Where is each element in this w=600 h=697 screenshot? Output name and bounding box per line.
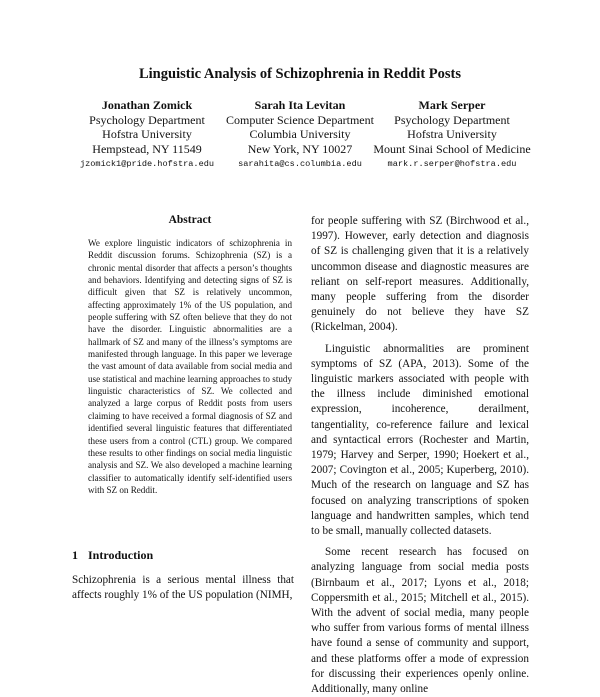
- section-number: 1: [72, 548, 78, 562]
- abstract-text: We explore linguistic indicators of schizophrenia in Reddit discussion forums. Schizophrenia (SZ) is a chronic mental disorder that affects a person’s thoughts and behaviors. Identifying and detecting signs of SZ is difficult given that SZ is relatively uncommon, affecting approximately 1% of the US population, and people suffering with SZ often believe that they do not have the disorder. Linguistic abnormalities are a hallmark of SZ and many of the illness’s symptoms are manifested through language. In this paper we leverage the vast amount of data available from social media and use statistical and machine learning approaches to study linguistic characteristics of SZ. We collected and analyzed a large corpus of Reddit posts from users claiming to have received a formal diagnosis of SZ and identified several linguistic features that differentiated these users from a control (CTL) group. We compared these results to other findings on social media linguistic analysis and SZ. We also developed a machine learning classifier to automatically identify self-identified users with SZ on Reddit.: [88, 238, 292, 495]
- body-paragraph: for people suffering with SZ (Birchwood et al., 1997). However, early detection and diagnosis of SZ is challenging given that it is a relatively uncommon disease and diagnostic measures are reliant on self-report measures. Additionally, many people suffering from the disorder genuinely do not believe they have SZ (Rickelman, 2004).: [311, 215, 529, 334]
- introduction-section: [72, 548, 294, 603]
- right-column: [311, 214, 529, 697]
- body-paragraph: Some recent research has focused on analyzing language from social media posts (Birnbaum et al., 2017; Lyons et al., 2018; Coppersmith et al., 2015; Mitchell et al., 2015). With the advent of social media, many people who suffer from various forms of mental illness have found a sense of community and support, and these platforms offer a mode of expression for discussing their experiences openly online. Additionally, many online: [311, 546, 529, 696]
- abstract-heading: Abstract: [168, 214, 212, 226]
- author-location: Mount Sinai School of Medicine: [373, 141, 531, 156]
- author-location: New York, NY 10027: [247, 141, 353, 156]
- author-name: Jonathan Zomick: [101, 98, 193, 112]
- intro-paragraph: Schizophrenia is a serious mental illness that affects roughly 1% of the US population (NIMH,: [72, 574, 294, 602]
- author-block: [0, 98, 600, 178]
- author-email: jzomick1@pride.hofstra.edu: [79, 159, 215, 170]
- author-email: sarahita@cs.columbia.edu: [238, 159, 362, 170]
- section-title: Introduction: [88, 548, 154, 562]
- author-name: Mark Serper: [418, 98, 486, 112]
- author-location: Hempstead, NY 11549: [92, 141, 202, 156]
- author-organization: Columbia University: [249, 127, 351, 142]
- author-organization: Hofstra University: [102, 127, 192, 142]
- author-department: Psychology Department: [394, 112, 510, 127]
- body-paragraph: Linguistic abnormalities are prominent symptoms of SZ (APA, 2013). Some of the linguistic markers associated with people with the illness include diminished emotional expression, incoherence, derailment, tangentiality, co-reference failure and lexical and syntactical errors (Rochester and Martin, 1979; Harvey and Serper, 1990; Hoekert et al., 2007; Covington et al., 2005; Kuperberg, 2010). Much of the research on language and SZ has focused on analyzing transcriptions of spoken language and handwritten samples, which tend to be small, manually collected datasets.: [311, 342, 529, 538]
- section-heading: [72, 548, 294, 563]
- paper-title: Linguistic Analysis of Schizophrenia in Reddit Posts: [138, 66, 462, 82]
- author-email: mark.r.serper@hofstra.edu: [387, 159, 517, 170]
- left-column: [88, 214, 292, 496]
- author-organization: Hofstra University: [407, 127, 497, 142]
- author-department: Psychology Department: [89, 112, 205, 127]
- author-3: [352, 98, 552, 170]
- author-name: Sarah Ita Levitan: [254, 98, 346, 112]
- author-department: Computer Science Department: [226, 112, 374, 127]
